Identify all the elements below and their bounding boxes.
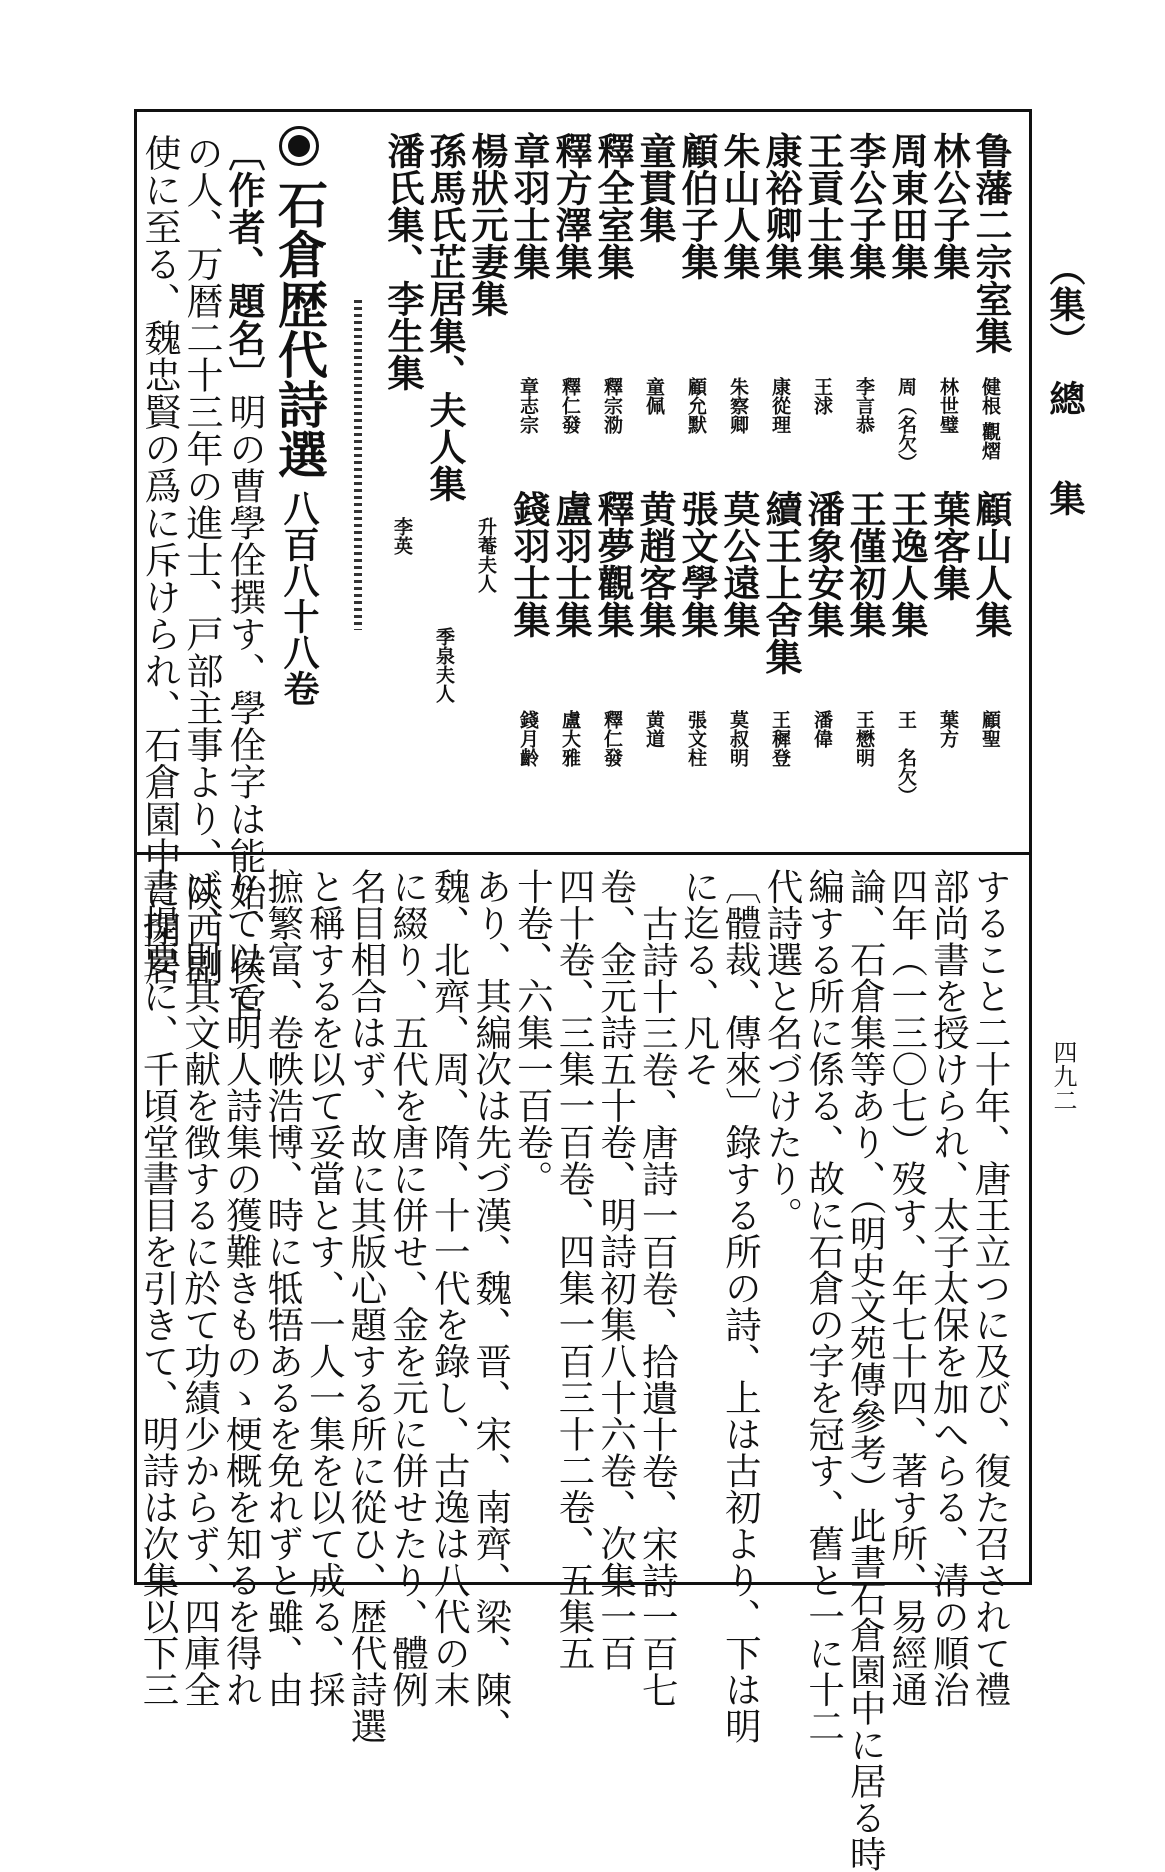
- collection-title: 孫馬氏芷居集、夫人集: [423, 132, 467, 502]
- collection-title: 康裕卿集: [759, 132, 803, 280]
- body-line: りて以て明人詩集の獲難きものゝ梗概を知るを得れ: [220, 868, 264, 1708]
- body-line: 書提要に、千頃堂書目を引きて、明詩は次集以下三: [137, 868, 180, 1708]
- body-line: ば、則其文献を徴するに於て功績少からず、四庫全: [178, 868, 222, 1708]
- collection-author: 張文柱: [685, 710, 707, 767]
- collection-author: 童佩: [643, 377, 665, 415]
- collection-title: 釋夢觀集: [591, 490, 635, 638]
- collection-title: 李公子集: [843, 132, 887, 280]
- collection-author: 康從理: [769, 377, 791, 434]
- wavy-divider: [354, 300, 362, 630]
- section-divider: [134, 852, 1032, 855]
- body-line: 古詩十三卷、唐詩一百卷、拾遺十卷、宋詩一百七: [636, 905, 680, 1708]
- collection-author: 王穉登: [769, 710, 791, 767]
- body-line: 〔作者、題名〕明の曹學佺撰す、學佺字は能始、侯官: [222, 134, 266, 1022]
- body-line: 使に至る、魏忠賢の爲に斥けられ、石倉園中に閉居: [138, 134, 181, 985]
- collection-author: 王浗: [811, 377, 833, 415]
- collection-author: 王懋明: [853, 710, 875, 767]
- collection-author: 黄道: [643, 710, 665, 748]
- author-tag: 〔作者、題名〕: [222, 134, 266, 393]
- collection-title: 王逸人集: [885, 490, 929, 638]
- collection-title: 王僅初集: [843, 490, 887, 638]
- collection-title: 莫公遠集: [717, 490, 761, 638]
- collection-title: 顧伯子集: [675, 132, 719, 280]
- body-line: 〔體裁、傳來〕錄する所の詩、上は古初より、下は明: [719, 868, 763, 1744]
- collection-title: 朱山人集: [717, 132, 761, 280]
- collection-title: 葉客集: [927, 490, 971, 601]
- entry-heading: [270, 126, 329, 707]
- body-line: に迄る、凡そ: [677, 868, 721, 1087]
- collection-author: 李英: [391, 517, 413, 555]
- collection-author: 錢月齡: [517, 710, 539, 767]
- body-line: あり、其編次は先づ漢、魏、晋、宋、南齊、梁、陳、: [469, 868, 513, 1744]
- collection-title: 王貢士集: [801, 132, 845, 280]
- body-line: 十卷、六集一百卷。: [511, 868, 555, 1197]
- collection-author: 章志宗: [517, 377, 539, 434]
- collection-author: 顧聖: [979, 710, 1001, 748]
- body-line: 卷、金元詩五十卷、明詩初集八十六卷、次集一百: [594, 868, 638, 1671]
- running-header-category: 總 集: [1044, 380, 1086, 530]
- collection-author: 升菴夫人: [475, 517, 497, 593]
- collection-author: 釋宗泐: [601, 377, 623, 434]
- collection-title: 續王上舍集: [759, 490, 803, 675]
- entry-title: 石倉歴代詩選: [270, 179, 329, 480]
- collection-title: 童貫集: [633, 132, 677, 243]
- collection-title: 釋方澤集: [549, 132, 593, 280]
- collection-title: 鲁藩二宗室集: [969, 132, 1013, 354]
- collection-author: 王 名欠）: [895, 710, 917, 805]
- body-line: の人、万暦二十三年の進士、戸部主事より、陝西副: [180, 134, 223, 985]
- collection-title: 釋全室集: [591, 132, 635, 280]
- collection-author: 葉方: [937, 710, 959, 748]
- collection-author: 莫叔明: [727, 710, 749, 767]
- collection-title: 潘氏集、李生集: [381, 132, 425, 391]
- entry-volumes: 八百八十八卷: [278, 490, 320, 707]
- body-line: 四年（一三〇七）歿す、年七十四、著す所、易經通: [885, 868, 929, 1708]
- body-line: 四十卷、三集一百卷、四集一百三十二卷、五集五: [553, 868, 596, 1671]
- collection-author: 顧允默: [685, 377, 707, 434]
- collection-author: 潘偉: [811, 710, 833, 748]
- body-line: に綴り、五代を唐に併せ、金を元に併せたり、體例: [386, 868, 430, 1708]
- collection-author: 李言恭: [853, 377, 875, 434]
- collection-author: 季泉夫人: [433, 627, 455, 703]
- collection-author: 盧大雅: [559, 710, 581, 767]
- collection-title: 錢羽士集: [507, 490, 551, 638]
- collection-title: 顧山人集: [969, 490, 1013, 638]
- collection-title: 盧羽士集: [549, 490, 593, 638]
- collection-author: 釋仁發: [559, 377, 581, 434]
- body-line: すること二十年、唐王立つに及び、復た召されて禮: [969, 868, 1012, 1708]
- collection-title: 黄趙客集: [633, 490, 677, 638]
- body-line: 論、石倉集等あり、（明史文苑傳參考）此書石倉園中に居る時: [844, 868, 888, 1872]
- body-line: 部尚書を授けられ、太子太保を加へらる、清の順治: [927, 868, 971, 1708]
- collection-title: 章羽士集: [507, 132, 551, 280]
- collection-author: 林世璧: [937, 377, 959, 434]
- collection-title: 楊狀元妻集: [465, 132, 509, 317]
- bullet-circle-icon: [279, 126, 319, 166]
- collection-title: 張文學集: [675, 490, 719, 638]
- collection-title: 潘象安集: [801, 490, 845, 638]
- collection-author: 周（名欠）: [895, 377, 917, 472]
- body-line: 編する所に係る、故に石倉の字を冠す、舊と一に十二: [802, 868, 846, 1744]
- body-line: と稱するを以て妥當とす、一人一集を以て成る、採: [303, 868, 347, 1708]
- collection-author: 釋仁發: [601, 710, 623, 767]
- collection-author: 健根 觀熠: [979, 377, 1001, 460]
- collection-author: 朱察卿: [727, 377, 749, 434]
- collection-title: 周東田集: [885, 132, 929, 280]
- page-number: 四九二: [1049, 1040, 1077, 1112]
- running-header-section: （集）: [1044, 250, 1086, 358]
- body-line: 代詩選と名づけたり。: [761, 868, 804, 1233]
- body-line: 魏、北齊、周、隋、十一代を錄し、古逸は八代の末: [428, 868, 472, 1708]
- body-line: 名目相合はず、故に其版心題する所に從ひ、歴代詩選: [345, 868, 388, 1744]
- body-line: 摭繁富、卷帙浩博、時に牴牾あるを免れずと雖、由: [261, 868, 305, 1708]
- collection-title: 林公子集: [927, 132, 971, 280]
